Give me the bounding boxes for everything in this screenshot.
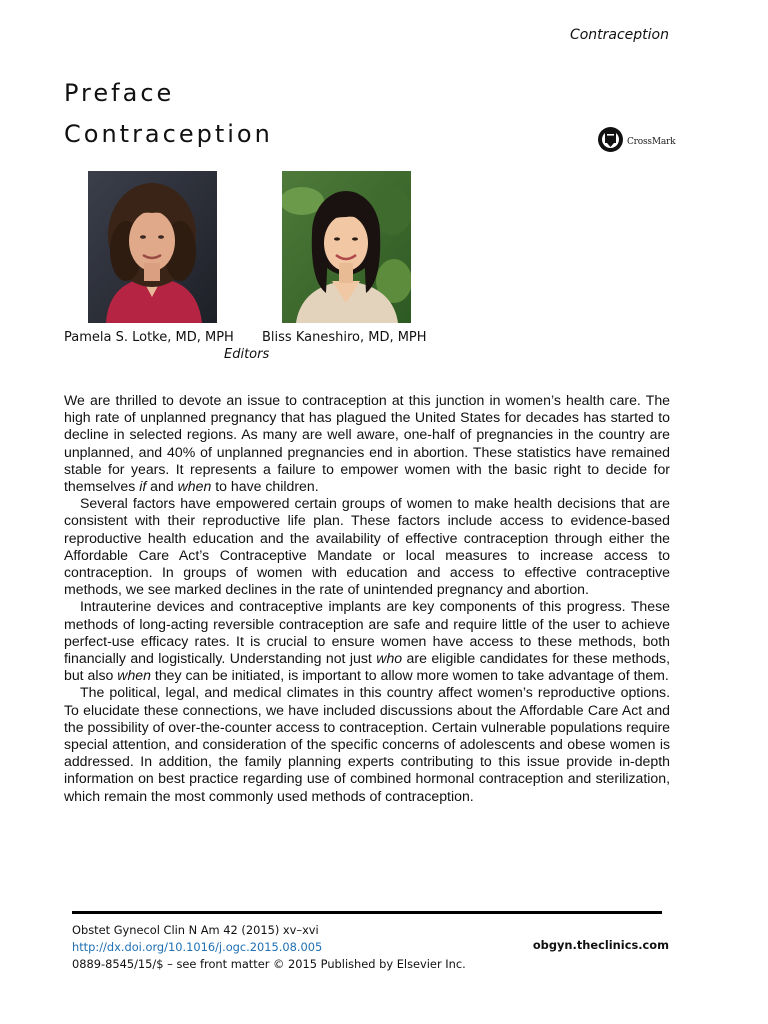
- running-head: Contraception: [569, 27, 669, 43]
- editor-photo-kaneshiro: [282, 171, 411, 323]
- crossmark-label: CrossMark: [627, 137, 676, 147]
- footer-copyright: 0889-8545/15/$ – see front matter © 2015 Published by Elsevier Inc.: [72, 957, 466, 971]
- crossmark-icon: [597, 126, 624, 158]
- editors-label: Editors: [224, 347, 270, 362]
- editor-photo-lotke: [88, 171, 217, 323]
- doi-link[interactable]: http://dx.doi.org/10.1016/j.ogc.2015.08.005: [72, 940, 323, 954]
- editor-name-kaneshiro: Bliss Kaneshiro, MD, MPH: [262, 330, 427, 345]
- preface-label: Preface: [64, 79, 175, 107]
- editor-name-lotke: Pamela S. Lotke, MD, MPH: [64, 330, 234, 345]
- page-title: Contraception: [64, 120, 273, 148]
- preface-body: [64, 392, 670, 805]
- paragraph-2: Several factors have empowered certain groups of women to make health decisions that are consistent with their reproductive life plan. These factors include access to evidence-based reproductive health education and the availability of effective contraception through either the Affordable Care Act’s Contraceptive Mandate or local measures to increase access to contraception. In groups of women with education and access to effective contraceptive methods, we see marked declines in the rate of unintended pregnancy and abortion.: [64, 495, 670, 598]
- journal-site-link[interactable]: obgyn.theclinics.com: [532, 938, 669, 952]
- paragraph-4: The political, legal, and medical climates in this country affect women’s reproductive options. To elucidate these connections, we have included discussions about the Affordable Care Act and the possibility of over-the-counter access to contraception. Certain vulnerable populations require special attention, and consideration of the specific concerns of adolescents and obese women is addressed. In addition, the family planning experts contributing to this issue provide in-depth information on best practice regarding use of combined hormonal contraception and sterilization, which remain the most commonly used methods of contraception.: [64, 684, 670, 804]
- footer-divider: [72, 911, 662, 914]
- paragraph-1: We are thrilled to devote an issue to contraception at this junction in women’s health care. The high rate of unplanned pregnancy that has plagued the United States for decades has started to decline in selected regions. As many are well aware, one-half of pregnancies in the country are unplanned, and 40% of unplanned pregnancies end in abortion. These statistics have remained stable for years. It represents a failure to empower women with the basic right to decide for themselves if and when to have children.: [64, 392, 670, 495]
- footer: [72, 922, 466, 973]
- crossmark-badge[interactable]: [597, 126, 675, 158]
- footer-citation: Obstet Gynecol Clin N Am 42 (2015) xv–xvi: [72, 923, 319, 937]
- paragraph-3: Intrauterine devices and contraceptive implants are key components of this progress. These methods of long-acting reversible contraception are safe and require little of the user to achieve perfect-use efficacy rates. It is crucial to ensure women have access to these methods, both financially and logistically. Understanding not just who are eligible candidates for these methods, but also when they can be initiated, is important to allow more women to take advantage of them.: [64, 598, 670, 684]
